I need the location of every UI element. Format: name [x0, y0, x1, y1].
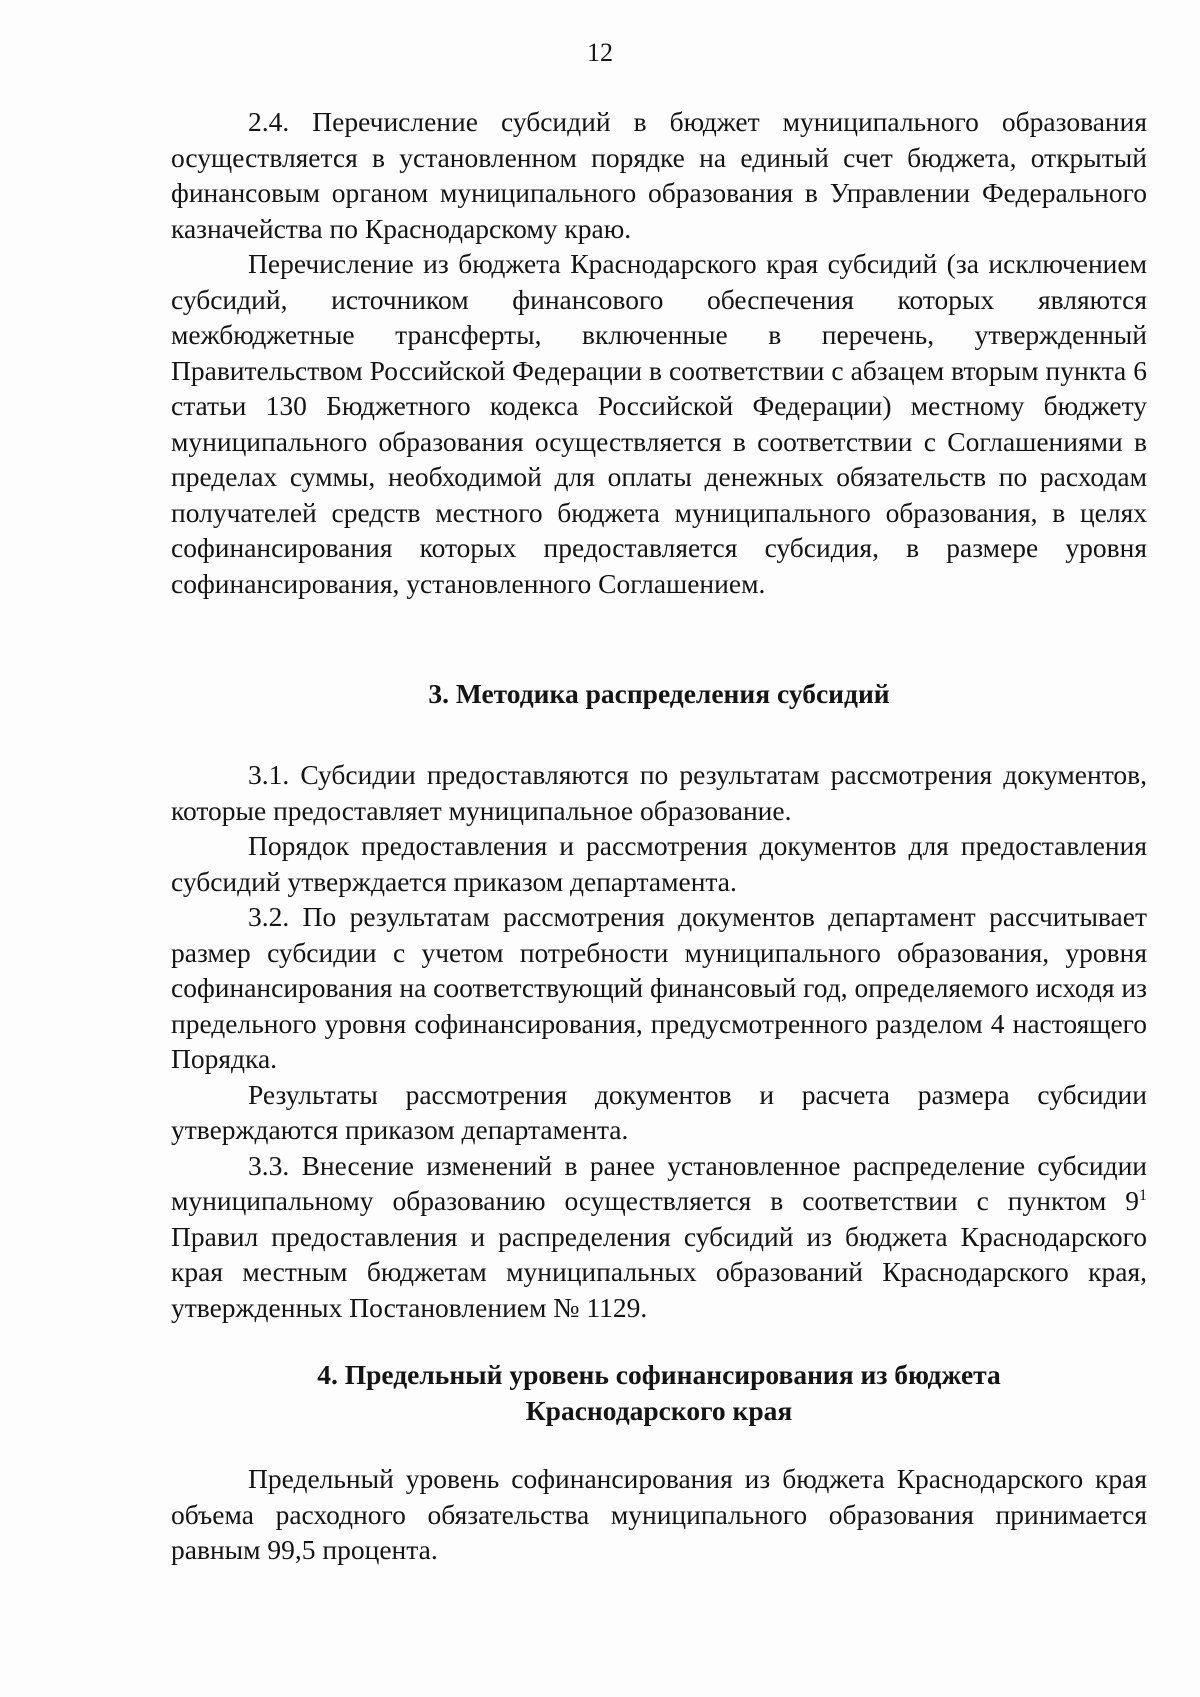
paragraph-transfer: Перечисление из бюджета Краснодарского края субсидий (за исключением субсидий, источником финансового обеспечения которых являются межбюджетные трансферты, включенные в перечень, утвержденный Правительством Российской Федерации в соответствии с абзацем вторым пункта 6 статьи 130 Бюджетного кодекса Российской Федерации) местному бюджету муниципального образования осуществляется в соответствии с Соглашениями в пределах суммы, необходимой для оплаты денежных обязательств по расходам получателей средств местного бюджета муниципального образования, в целях софинансирования которых предоставляется субсидия, в размере уровня софинансирования, установленного Соглашением. [171, 248, 1147, 599]
paragraph-2-4: 2.4. Перечисление субсидий в бюджет муниципального образования осуществляется в установленном порядке на единый счет бюджета, открытый финансовым органом муниципального образования в Управлении Федерального казначейства по Краснодарскому краю. [171, 106, 1147, 244]
paragraph-procedure: Порядок предоставления и рассмотрения документов для предоставления субсидий утверждается приказом департамента. [171, 830, 1147, 897]
section-4-heading-line-1: 4. Предельный уровень софинансирования из бюджета [317, 1359, 1001, 1390]
paragraph-3-2: 3.2. По результатам рассмотрения документов департамент рассчитывает размер субсидии с учетом потребности муниципального образования, уровня софинансирования на соответствующий финансовый год, определяемого исходя из предельного уровня софинансирования, предусмотренного разделом 4 настоящего Порядка. [171, 901, 1147, 1074]
paragraph-limit-level: Предельный уровень софинансирования из бюджета Краснодарского края объема расходного обязательства муниципального образования принимается равным 99,5 процента. [171, 1463, 1147, 1565]
section-4-text [171, 1461, 1147, 1568]
paragraph-3-1: 3.1. Субсидии предоставляются по результатам рассмотрения документов, которые предоставляет муниципальное образование. [171, 759, 1147, 826]
paragraph-3-3 [171, 1148, 1147, 1326]
paragraph-results: Результаты рассмотрения документов и расчета размера субсидии утверждаются приказом департамента. [171, 1078, 1147, 1145]
section-3-text [171, 757, 1147, 1325]
footnote-superscript: 1 [1139, 1186, 1147, 1204]
section-4-heading-line-2: Краснодарского края [525, 1394, 793, 1426]
paragraph-3-3-text-b: Правил предоставления и распределения субсидий из бюджета Краснодарского края местным бюджетам муниципальных образований Краснодарского края, утвержденных Постановлением № 1129. [171, 1220, 1147, 1323]
section-3-heading-wrap [171, 676, 1147, 712]
section-2-text [171, 104, 1147, 601]
section-4-heading-wrap [171, 1357, 1147, 1428]
page-number: 12 [587, 38, 613, 67]
paragraph-3-3-text-a: 3.3. Внесение изменений в ранее установленное распределение субсидии муниципальному образованию осуществляется в соответствии с пунктом 9 [171, 1149, 1147, 1216]
section-3-heading: 3. Методика распределения субсидий [428, 678, 890, 709]
